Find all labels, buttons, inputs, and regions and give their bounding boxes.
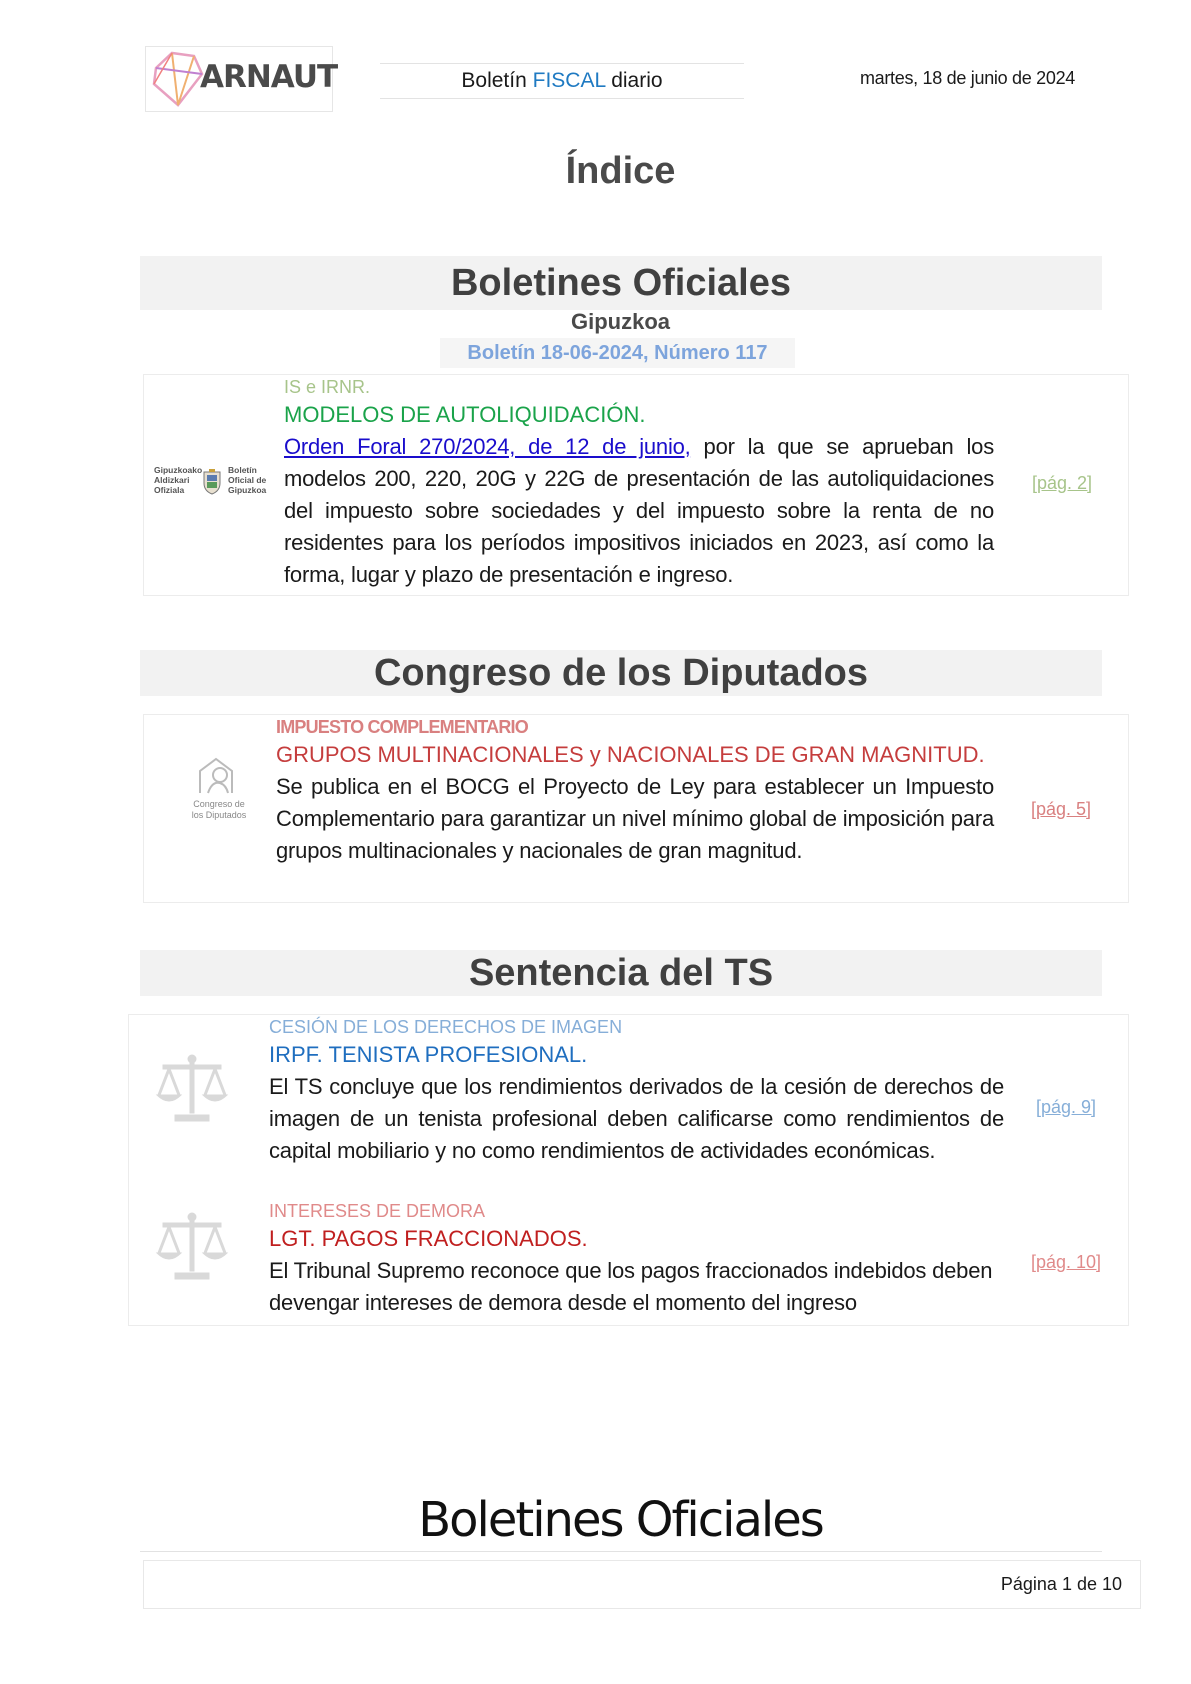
entry-box-congreso xyxy=(143,714,1129,903)
bog-logo-line: Oficial de xyxy=(228,475,267,485)
entry-tag: CESIÓN DE LOS DERECHOS DE IMAGEN xyxy=(269,1017,623,1037)
footer xyxy=(143,1560,1141,1609)
entry-headline: LGT. PAGOS FRACCIONADOS. xyxy=(269,1226,588,1251)
entry-content xyxy=(276,715,994,867)
coat-of-arms-icon xyxy=(202,469,222,495)
footer-divider xyxy=(140,1551,1102,1552)
index-title: Índice xyxy=(565,150,676,192)
bog-logo-line: Gipuzkoako xyxy=(154,465,203,475)
page-number: Página 1 de 10 xyxy=(1000,1574,1122,1594)
page-link-2[interactable]: [pág. 2] xyxy=(1032,473,1093,493)
entry-text: Se publica en el BOCG el Proyecto de Ley para establecer un Impuesto Complementario para garantizar un nivel mínimo global de imposición para grupos multinacionales y nacionales de gran magnitud. xyxy=(276,774,994,863)
congreso-caption-line: los Diputados xyxy=(191,810,247,820)
entry-box-gipuzkoa xyxy=(143,374,1129,596)
bog-logo-line: Gipuzkoa xyxy=(228,485,267,495)
entry-tag: IS e IRNR. xyxy=(284,377,371,397)
page-link-10[interactable]: [pág. 10] xyxy=(1031,1252,1102,1272)
header-date: martes, 18 de junio de 2024 xyxy=(859,68,1075,88)
entry-content-1 xyxy=(269,1015,1004,1167)
congreso-logo xyxy=(174,753,264,833)
entry-tag: INTERESES DE DEMORA xyxy=(269,1201,486,1221)
bog-logo-line: Boletín xyxy=(228,465,257,475)
congreso-caption-line: Congreso de xyxy=(193,799,245,809)
entry-content-2 xyxy=(269,1199,1004,1319)
region-gipuzkoa: Gipuzkoa xyxy=(570,309,670,334)
congreso-logo-caption xyxy=(174,799,264,821)
entry-headline: IRPF. TENISTA PROFESIONAL. xyxy=(269,1042,588,1067)
section-title-boletines: Boletines Oficiales xyxy=(140,256,1102,310)
entry-text xyxy=(284,431,994,591)
boletin-number[interactable]: Boletín 18-06-2024, Número 117 xyxy=(440,338,795,368)
entry-text-body: por la que se aprueban los modelos 200, 220, 20G y 22G de presentación de las autoliquidaciones del impuesto sobre sociedades y del impuesto sobre la renta de no residentes para los períodos impositivos iniciados en 2023, así como la forma, lugar y plazo de presentación e ingreso. xyxy=(284,434,994,587)
bulletin-title xyxy=(380,63,744,99)
lion-icon xyxy=(194,753,238,797)
entry-text: El TS concluye que los rendimientos derivados de la cesión de derechos de imagen de un tenista profesional deben calificarse como rendimientos de capital mobiliario y no como rendimientos de actividades económicas. xyxy=(269,1074,1004,1163)
bog-logo-line: Aldizkari xyxy=(154,475,190,485)
entry-headline: MODELOS DE AUTOLIQUIDACIÓN. xyxy=(284,402,646,427)
entry-tag: IMPUESTO COMPLEMENTARIO xyxy=(276,717,528,737)
next-section-title: Boletines Oficiales xyxy=(418,1492,823,1548)
bulletin-fiscal: FISCAL xyxy=(532,69,606,92)
bulletin-prefix: Boletín xyxy=(461,69,533,92)
section-title-sentencia: Sentencia del TS xyxy=(140,950,1102,996)
entry-headline: GRUPOS MULTINACIONALES y NACIONALES DE GRAN MAGNITUD. xyxy=(276,742,985,767)
page-link-9[interactable]: [pág. 9] xyxy=(1036,1097,1097,1117)
bulletin-suffix: diario xyxy=(605,69,663,92)
logo-wordmark: ARNAUT xyxy=(200,59,338,95)
bog-logo xyxy=(154,465,267,505)
entry-box-sentencia xyxy=(128,1014,1129,1326)
entry-text: El Tribunal Supremo reconoce que los pagos fraccionados indebidos deben devengar intereses de demora desde el momento del ingreso xyxy=(269,1258,993,1315)
entry-content xyxy=(284,375,994,591)
diamond-logo-icon xyxy=(150,50,206,108)
bog-logo-left xyxy=(154,465,202,495)
scales-icon xyxy=(155,1051,229,1125)
scales-icon xyxy=(155,1209,229,1283)
orden-foral-link[interactable]: Orden Foral 270/2024, de 12 de junio, xyxy=(284,434,691,459)
bog-logo-right xyxy=(228,465,266,495)
page-link-5[interactable]: [pág. 5] xyxy=(1031,799,1092,819)
arnaut-logo xyxy=(145,46,338,112)
bog-logo-line: Ofiziala xyxy=(154,485,185,495)
section-title-congreso: Congreso de los Diputados xyxy=(140,650,1102,696)
